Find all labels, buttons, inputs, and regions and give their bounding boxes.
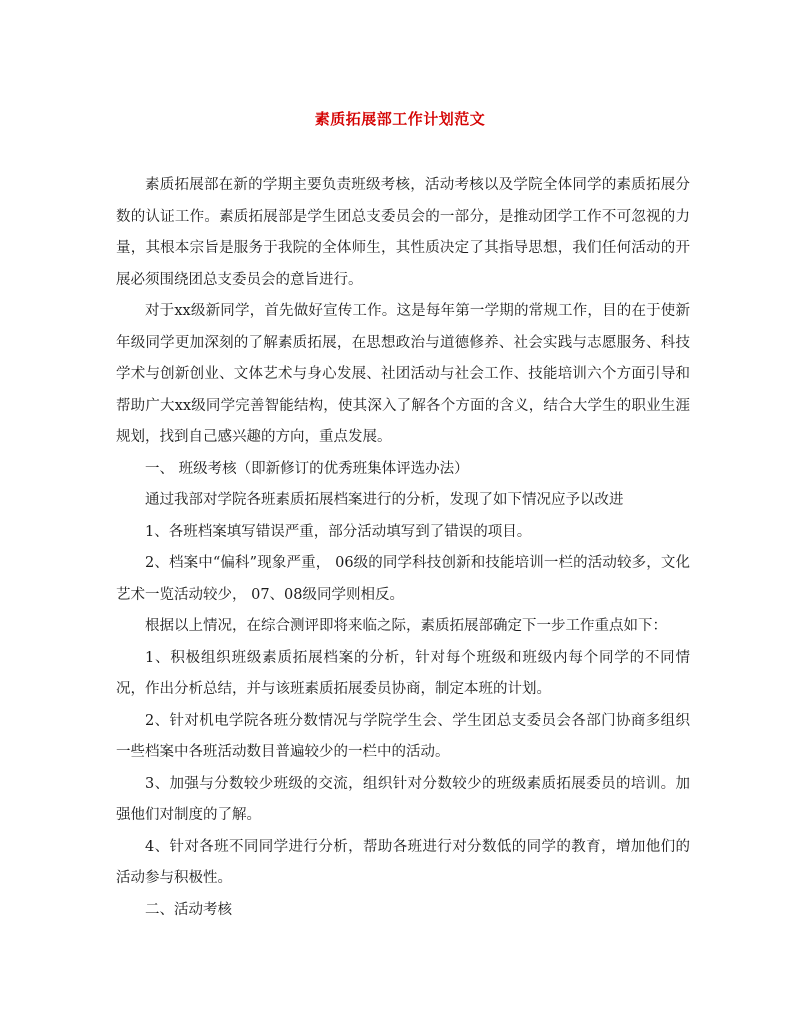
list-item-issue-1: 1、各班档案填写错误严重，部分活动填写到了错误的项目。	[145, 523, 532, 540]
paragraph-new-students: 对于xx级新同学，首先做好宣传工作。这是每年第一学期的常规工作，目的在于使新年级同学更加深刻的了解素质拓展，在思想政治与道德修养、社会实践与志愿服务、科技学术与创新创业、文体艺术与身心发展、社团活动与社会工作、技能培训六个方面引导和帮助广大xx级同学完善智能结构，使其深入了解各个方面的含义，结合大学生的职业生涯规划，找到自己感兴趣的方向，重点发展。	[116, 303, 690, 445]
list-item-step-3: 3、加强与分数较少班级的交流，组织针对分数较少的班级素质拓展委员的培训。加强他们对制度的了解。	[116, 775, 690, 823]
document-title: 素质拓展部工作计划范文	[314, 110, 486, 128]
heading-activity-assessment: 二、活动考核	[145, 901, 232, 918]
paragraph-analysis: 通过我部对学院各班素质拓展档案进行的分析，发现了如下情况应予以改进	[145, 492, 624, 508]
list-item-issue-2: 2、档案中“偏科”现象严重， 06级的同学科技创新和技能培训一栏的活动较多，文化艺术一览活动较少， 07、08级同学则相反。	[116, 555, 690, 603]
list-item-step-4: 4、针对各班不同同学进行分析，帮助各班进行对分数低的同学的教育，增加他们的活动参与积极性。	[116, 838, 690, 886]
paragraph-next-steps: 根据以上情况，在综合测评即将来临之际，素质拓展部确定下一步工作重点如下：	[145, 618, 667, 634]
list-item-step-1: 1、积极组织班级素质拓展档案的分析，针对每个班级和班级内每个同学的不同情况，作出分析总结，并与该班素质拓展委员协商，制定本班的计划。	[116, 649, 690, 697]
heading-class-assessment: 一、 班级考核（即新修订的优秀班集体评选办法）	[145, 460, 469, 477]
list-item-step-2: 2、针对机电学院各班分数情况与学院学生会、学生团总支委员会各部门协商多组织一些档案中各班活动数目普遍较少的一栏中的活动。	[116, 712, 690, 760]
paragraph-intro: 素质拓展部在新的学期主要负责班级考核，活动考核以及学院全体同学的素质拓展分数的认证工作。素质拓展部是学生团总支委员会的一部分，是推动团学工作不可忽视的力量，其根本宗旨是服务于我院的全体师生，其性质决定了其指导思想，我们任何活动的开展必须围绕团总支委员会的意旨进行。	[116, 177, 690, 288]
document-body	[116, 170, 690, 926]
